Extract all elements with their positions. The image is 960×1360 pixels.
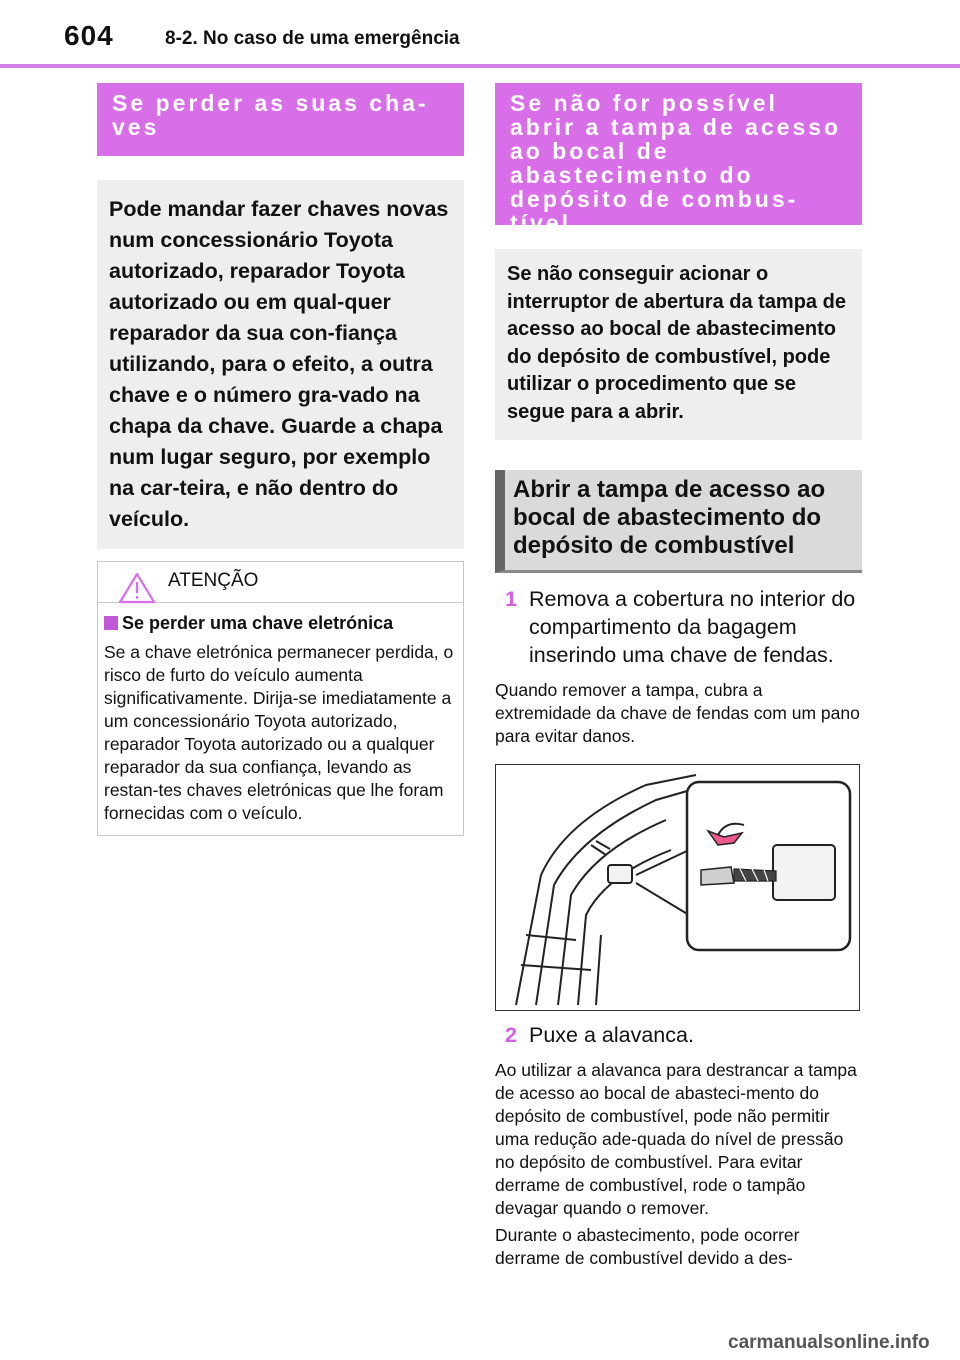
step-1-text: Remova a cobertura no interior do compartimento da bagagem inserindo uma chave de fendas. — [529, 587, 856, 667]
step-2-number: 2 — [505, 1023, 517, 1047]
warning-header — [98, 562, 463, 603]
page-header — [0, 0, 960, 70]
watermark: carmanualsonline.info — [728, 1332, 930, 1353]
lost-keys-intro: Pode mandar fazer chaves novas num concessionário Toyota autorizado, reparador Toyota autorizado ou em qual-quer reparador da sua con-fiança utilizando, para o efeito, a outra chave e o número gra-vado na chapa da chave. Guarde a chapa num lugar seguro, por exemplo na car-teira, e não dentro do veículo. — [97, 180, 464, 549]
step-1 — [495, 585, 862, 669]
warning-subtitle-text: Se perder uma chave eletrónica — [122, 613, 394, 633]
open-fuel-door-subheading: Abrir a tampa de acesso ao bocal de abastecimento do depósito de combustível — [495, 470, 862, 573]
fuel-door-heading: Se não for possível abrir a tampa de acesso ao bocal de abastecimento do depósito de combus-tível — [495, 83, 862, 225]
step-2-text: Puxe a alavanca. — [529, 1023, 694, 1047]
warning-subtitle — [104, 611, 455, 635]
square-bullet-icon — [104, 616, 118, 630]
warning-triangle-icon — [118, 572, 156, 604]
lost-keys-heading: Se perder as suas cha-ves — [97, 83, 464, 156]
left-column — [97, 83, 464, 836]
section-title: 8-2. No caso de uma emergência — [165, 28, 460, 49]
step-2-note-1: Ao utilizar a alavanca para destrancar a tampa de acesso ao bocal de abasteci-mento do depósito de combustível, pode não permitir uma redução ade-quada do nível de pressão no depósito de combustível. Para evitar derrame de combustível, rode o tampão devagar quando o remover. — [495, 1060, 857, 1218]
warning-body — [98, 603, 463, 835]
step-1-note: Quando remover a tampa, cubra a extremidade da chave de fendas com um pano para evitar danos. — [495, 680, 860, 746]
trunk-illustration — [495, 764, 860, 1011]
header-divider — [0, 64, 960, 68]
page-number: 604 — [64, 20, 114, 51]
right-column — [495, 83, 862, 1270]
step-1-number: 1 — [505, 587, 517, 611]
step-2 — [495, 1021, 862, 1049]
step-2-note-2: Durante o abastecimento, pode ocorrer derrame de combustível devido a des- — [495, 1225, 800, 1268]
warning-text: Se a chave eletrónica permanecer perdida, o risco de furto do veículo aumenta significativamente. Dirija-se imediatamente a um concessionário Toyota autorizado, reparador Toyota autorizado ou a qualquer reparador da sua confiança, levando as restan-tes chaves eletrónicas que lhe foram fornecidas com o veículo. — [104, 642, 454, 823]
warning-box — [97, 561, 464, 836]
trunk-screwdriver-illustration — [496, 765, 859, 1010]
fuel-door-intro: Se não conseguir acionar o interruptor de abertura da tampa de acesso ao bocal de abastecimento do depósito de combustível, pode utilizar o procedimento que se segue para a abrir. — [495, 249, 862, 440]
warning-title: ATENÇÃO — [168, 570, 259, 591]
